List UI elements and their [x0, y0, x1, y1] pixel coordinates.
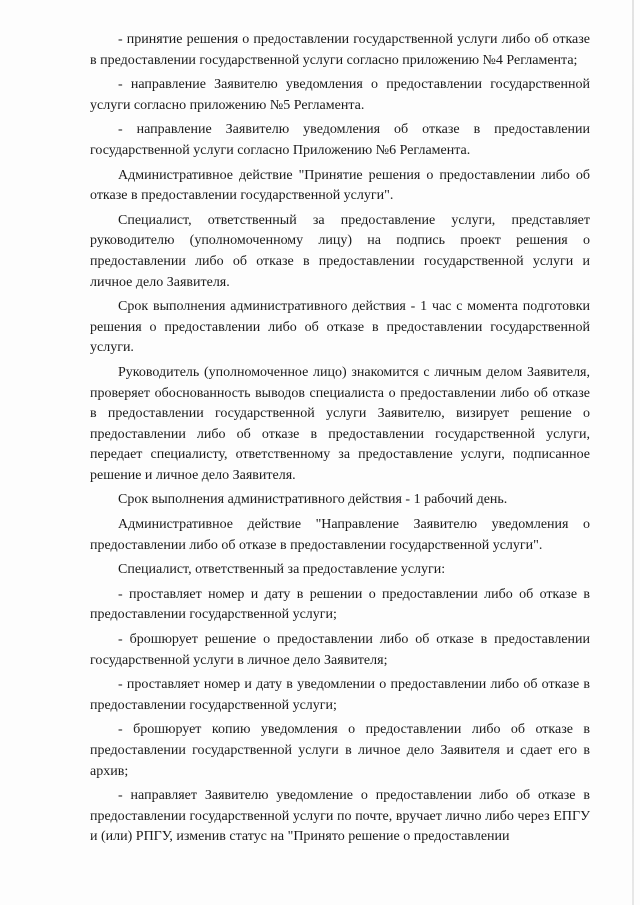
- paragraph: Административное действие "Направление Заявителю уведомления о предоставлении либо об отказе в предоставлении государственной услуги".: [90, 517, 590, 553]
- scan-edge-shadow: [632, 0, 634, 905]
- paragraph: Срок выполнения административного действия - 1 час с момента подготовки решения о предоставлении либо об отказе в предоставлении государственной услуги.: [90, 299, 590, 356]
- paragraph: Специалист, ответственный за предоставление услуги:: [118, 562, 446, 578]
- paragraph: - проставляет номер и дату в уведомлении о предоставлении либо об отказе в предоставлении государственной услуги;: [90, 677, 590, 713]
- paragraph: - направляет Заявителю уведомление о предоставлении либо об отказе в предоставлении государственной услуги по почте, вручает лично либо через ЕПГУ и (или) РПГУ, изменив статус на "Принято решение о предоставлении: [90, 788, 590, 845]
- document-body: [90, 30, 590, 852]
- paragraph: - брошюрует решение о предоставлении либо об отказе в предоставлении государственной услуги в личное дело Заявителя;: [90, 632, 590, 668]
- paragraph: - проставляет номер и дату в решении о предоставлении либо об отказе в предоставлении государственной услуги;: [90, 586, 590, 623]
- paragraph: Срок выполнения административного действия - 1 рабочий день.: [118, 492, 508, 508]
- paragraph: - направление Заявителю уведомления об отказе в предоставлении государственной услуги согласно Приложению №6 Регламента.: [90, 122, 590, 158]
- paragraph: Административное действие "Принятие решения о предоставлении либо об отказе в предоставлении государственной услуги".: [90, 167, 590, 204]
- paragraph: Специалист, ответственный за предоставление услуги, представляет руководителю (уполномоченному лицу) на подпись проект решения о предоставлении либо об отказе в предоставлении государственной услуги и личное дело Заявителя.: [90, 212, 590, 290]
- paragraph: Руководитель (уполномоченное лицо) знакомится с личным делом Заявителя, проверяет обоснованность выводов специалиста о предоставлении либо об отказе в предоставлении государственной услуги Заявителю, визирует решение о предоставлении либо об отказе в предоставлении государственной услуги, передает специалисту, ответственному за предоставление услуги, подписанное решение и личное дело Заявителя.: [90, 364, 590, 483]
- paragraph: - принятие решения о предоставлении государственной услуги либо об отказе в предоставлении государственной услуги согласно приложению №4 Регламента;: [90, 32, 590, 68]
- paragraph: - брошюрует копию уведомления о предоставлении либо об отказе в предоставлении государственной услуги в личное дело Заявителя и сдает его в архив;: [90, 722, 590, 779]
- paragraph: - направление Заявителю уведомления о предоставлении государственной услуги согласно приложению №5 Регламента.: [90, 77, 590, 113]
